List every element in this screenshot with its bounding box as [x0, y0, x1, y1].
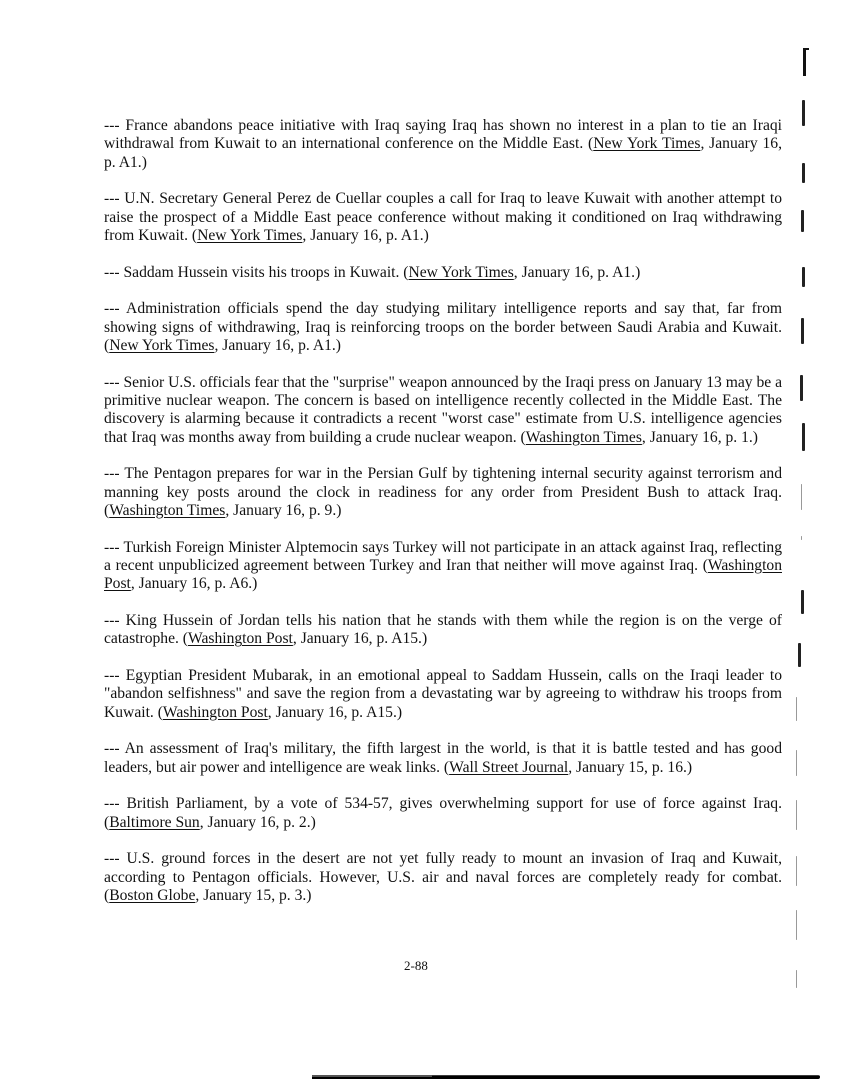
entry-text: --- France abandons peace initiative with Iraq saying Iraq has shown no interest in a plan to tie an Iraqi withdrawal from Kuwait to an international conference on the Middle East. ( — [104, 117, 782, 153]
news-entry — [104, 374, 782, 447]
entry-text: --- King Hussein of Jordan tells his nation that he stands with them while the region is on the verge of catastrophe. ( — [104, 611, 782, 648]
news-entry — [104, 539, 782, 594]
margin-mark — [801, 590, 804, 614]
margin-mark — [802, 423, 805, 451]
margin-mark — [796, 800, 797, 830]
entry-text: --- Senior U.S. officials fear that the "surprise" weapon announced by the Iraqi press on January 13 may be a primitive nuclear weapon. The concern is based on intelligence recently collected in the Middle East. The discovery is alarming because it contradicts a recent "worst case" estimate from U.S. intelligence agencies that Iraq was months away from building a crude nuclear weapon. ( — [104, 373, 783, 446]
source-name: Boston Globe — [109, 886, 196, 904]
entry-text: --- Egyptian President Mubarak, in an emotional appeal to Saddam Hussein, calls on the Iraqi leader to "abandon selfishness" and save the region from a devastating war by agreeing to withdraw his troops from Kuwait. ( — [104, 666, 782, 721]
news-entry — [104, 117, 782, 172]
margin-mark — [796, 910, 797, 940]
margin-mark — [801, 210, 804, 232]
margin-mark — [796, 856, 797, 886]
news-entry — [104, 740, 782, 777]
entry-citation: , January 16, p. 9.) — [225, 501, 342, 519]
entry-text: --- Administration officials spend the day studying military intelligence reports and say that, far from showing signs of withdrawing, Iraq is reinforcing troops on the border between Saudi Arabia and Kuwait. ( — [104, 300, 782, 354]
margin-mark — [801, 536, 802, 540]
margin-mark — [796, 970, 797, 988]
margin-mark — [802, 100, 805, 126]
source-name: Washington Post — [188, 630, 293, 648]
entry-citation: , January 16, p. A6.) — [130, 575, 258, 593]
news-entry — [104, 667, 782, 722]
news-entry — [104, 264, 782, 282]
entry-text: --- U.S. ground forces in the desert are not yet fully ready to mount an invasion of Iraq and Kuwait, according to Pentagon officials. However, U.S. air and naval forces are completely ready for combat. ( — [104, 850, 782, 904]
entry-text: --- Turkish Foreign Minister Alptemocin says Turkey will not participate in an attack against Iraq, reflecting a recent unpublicized agreement between Turkey and Iran that neither will move against Iraq. ( — [104, 538, 782, 574]
margin-mark — [800, 375, 803, 401]
news-entry — [104, 190, 782, 245]
source-name: Wall Street Journal — [449, 758, 569, 776]
source-name: New York Times — [408, 263, 514, 281]
entry-citation: , January 15, p. 3.) — [195, 886, 312, 904]
source-name: Washington Post — [104, 556, 782, 593]
source-name: Washington Times — [109, 501, 226, 519]
entry-text: --- British Parliament, by a vote of 534-57, gives overwhelming support for use of force against Iraq. ( — [104, 795, 782, 831]
entry-citation: , January 16, p. A1.) — [513, 263, 641, 281]
entry-citation: , January 16, p. A1.) — [302, 227, 429, 245]
source-name: New York Times — [593, 135, 701, 153]
entry-citation: , January 16, p. A15.) — [267, 703, 403, 721]
source-name: Washington Post — [162, 703, 268, 721]
news-entry — [104, 612, 782, 649]
source-name: New York Times — [197, 227, 303, 245]
margin-mark — [802, 267, 805, 287]
news-entry — [104, 300, 782, 355]
margin-mark — [796, 750, 797, 776]
source-name: New York Times — [109, 336, 215, 354]
margin-mark — [801, 484, 802, 510]
entry-citation: , January 16, p. A1.) — [214, 336, 341, 354]
entry-citation: , January 16, p. 2.) — [199, 813, 316, 831]
entry-text: --- U.N. Secretary General Perez de Cuellar couples a call for Iraq to leave Kuwait with another attempt to raise the prospect of a Middle East peace conference without making it conditioned on Iraq withdrawing from Kuwait. ( — [104, 190, 782, 245]
margin-mark — [798, 643, 801, 667]
page-number: 2-88 — [404, 958, 428, 973]
entry-citation: , January 16, p. A1.) — [104, 135, 782, 171]
margin-mark — [796, 697, 797, 721]
news-entry — [104, 795, 782, 832]
news-entry — [104, 850, 782, 905]
source-name: Washington Times — [525, 428, 642, 446]
margin-mark — [801, 318, 804, 344]
entry-text: --- An assessment of Iraq's military, the fifth largest in the world, is that it is battle tested and has good leaders, but air power and intelligence are weak links. ( — [104, 740, 782, 776]
entry-citation: , January 16, p. 1.) — [641, 428, 758, 446]
scan-corner-mark — [803, 48, 806, 76]
source-name: Baltimore Sun — [109, 813, 200, 831]
bottom-rule — [312, 1075, 820, 1079]
entry-citation: , January 15, p. 16.) — [568, 758, 693, 776]
entry-text: --- The Pentagon prepares for war in the Persian Gulf by tightening internal security against terrorism and manning key posts around the clock in readiness for any order from President Bush to attack Iraq. ( — [104, 465, 782, 519]
news-entry — [104, 465, 782, 520]
news-summary-list — [104, 117, 782, 924]
margin-mark — [802, 163, 805, 183]
entry-citation: , January 16, p. A15.) — [292, 630, 428, 648]
entry-text: --- Saddam Hussein visits his troops in Kuwait. ( — [104, 263, 409, 281]
